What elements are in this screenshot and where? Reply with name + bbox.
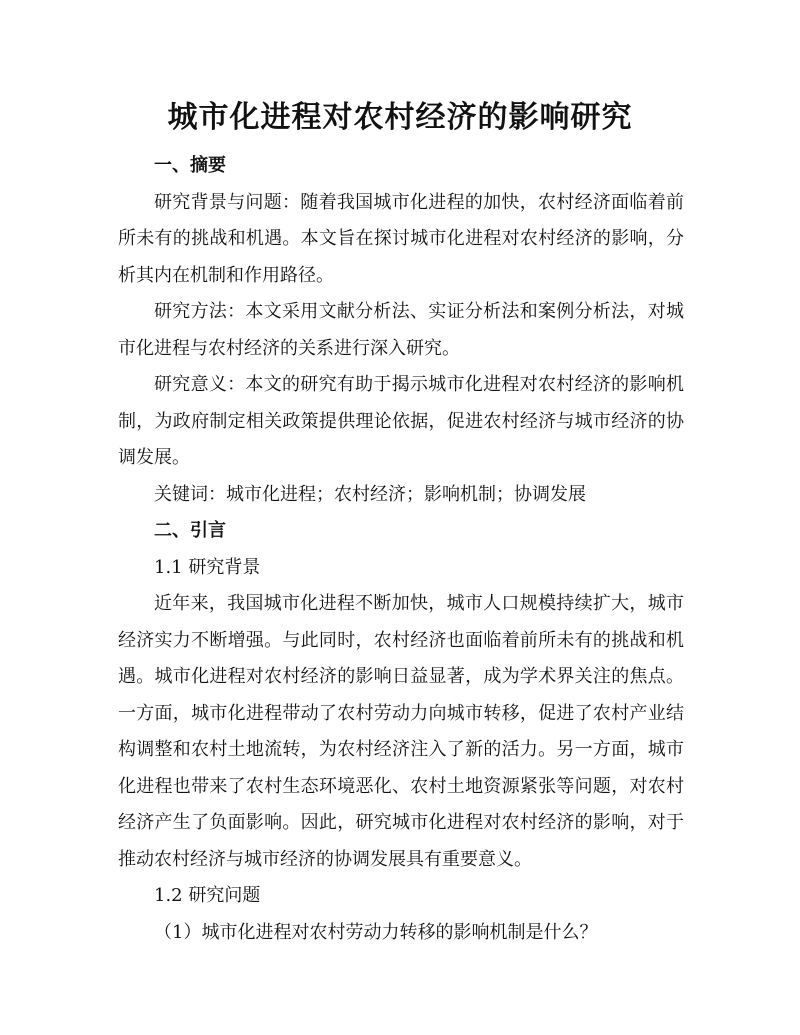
research-background-paragraph: 近年来，我国城市化进程不断加快，城市人口规模持续扩大，城市经济实力不断增强。与此同时，农村经济也面临着前所未有的挑战和机遇。城市化进程对农村经济的影响日益显著，成为学术界关注的焦点。一方面，城市化进程带动了农村劳动力向城市转移，促进了农村产业结构调整和农村土地流转，为农村经济注入了新的活力。另一方面，城市化进程也带来了农村生态环境恶化、农村土地资源紧张等问题，对农村经济产生了负面影响。因此，研究城市化进程对农村经济的影响，对于推动农村经济与城市经济的协调发展具有重要意义。 <box>118 593 684 870</box>
document-title: 城市化进程对农村经济的影响研究 <box>167 100 633 135</box>
document-body <box>118 148 684 951</box>
research-question-1: （1）城市化进程对农村劳动力转移的影响机制是什么？ <box>154 921 598 943</box>
introduction-heading: 二、引言 <box>154 520 226 541</box>
abstract-heading: 一、摘要 <box>154 155 226 176</box>
abstract-background-paragraph: 研究背景与问题：随着我国城市化进程的加快，农村经济面临着前所未有的挑战和机遇。本文旨在探讨城市化进程对农村经济的影响，分析其内在机制和作用路径。 <box>118 191 684 286</box>
subheading-research-background: 1.1 研究背景 <box>154 556 261 578</box>
subheading-research-questions: 1.2 研究问题 <box>154 885 261 906</box>
abstract-significance-paragraph: 研究意义：本文的研究有助于揭示城市化进程对农村经济的影响机制，为政府制定相关政策提供理论依据，促进农村经济与城市经济的协调发展。 <box>118 374 684 468</box>
abstract-method-paragraph: 研究方法：本文采用文献分析法、实证分析法和案例分析法，对城市化进程与农村经济的关系进行深入研究。 <box>118 301 684 359</box>
keywords-line: 关键词：城市化进程；农村经济；影响机制；协调发展 <box>154 483 586 505</box>
